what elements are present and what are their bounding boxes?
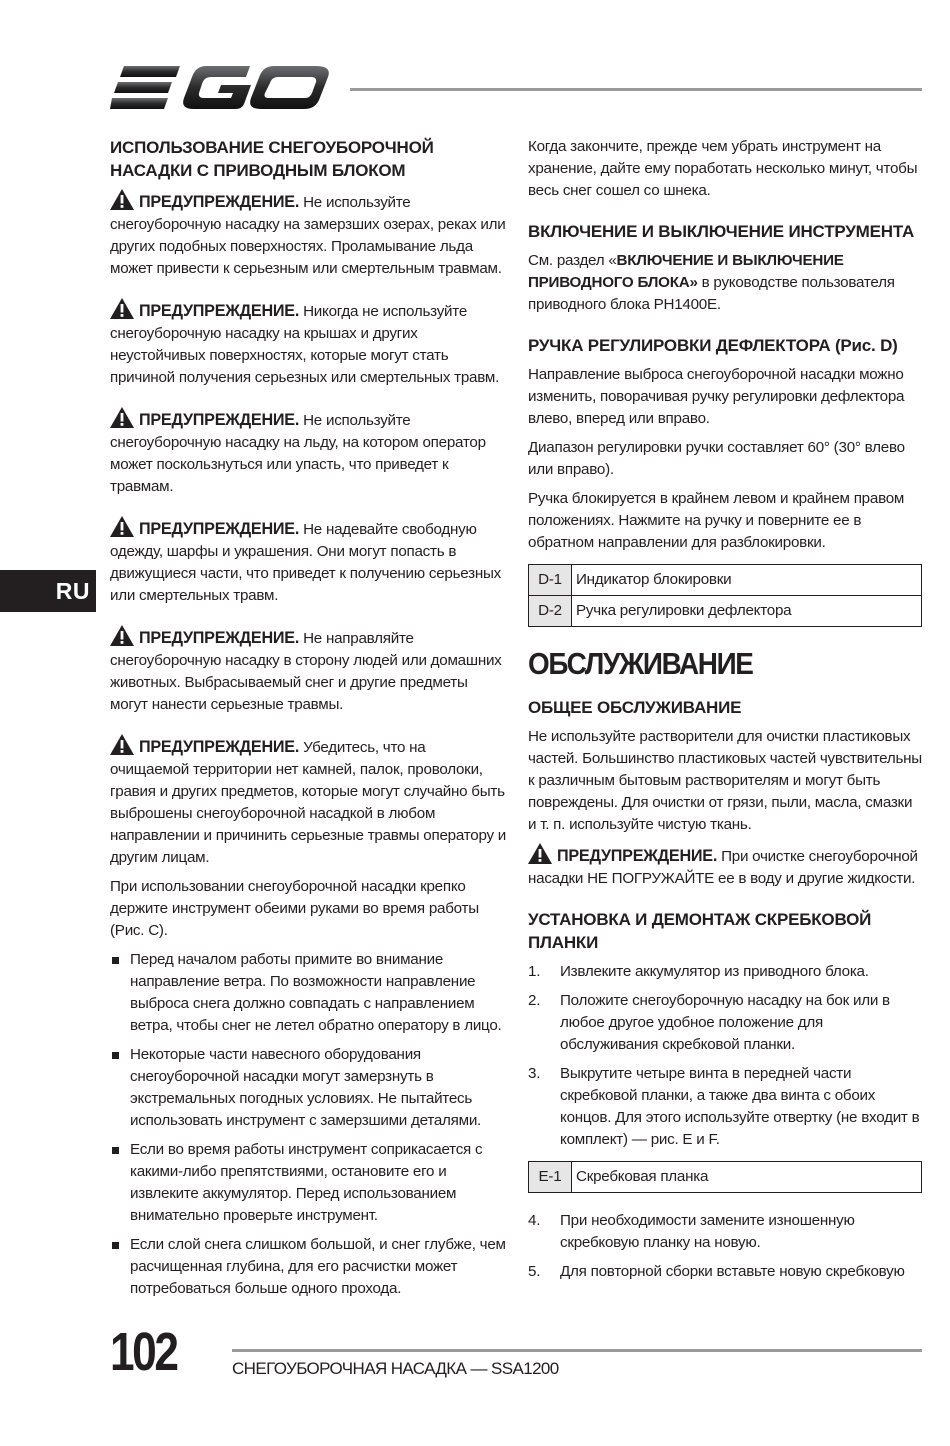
power-paragraph <box>528 250 922 316</box>
warning-paragraph <box>110 516 506 607</box>
warning-paragraph <box>110 298 506 389</box>
list-item <box>528 1210 922 1254</box>
list-item <box>110 1234 506 1300</box>
warning-text: При очистке снегоуборочной насадки НЕ ПОГРУЖАЙТЕ ее в воду и другие жидкости. <box>528 848 918 887</box>
warning-text: Убедитесь, что на очищаемой территории нет камней, палок, проволоки, гравия и других предметов, которые могут случайно быть выброшены снегоуборочной насадкой в любом направлении и причинить серьезные травмы оператору и другим лицам. <box>110 739 507 866</box>
warning-triangle-icon <box>110 189 134 210</box>
step-text: Выкрутите четыре винта в передней части скребковой планки, а также два винта с обоих концов. Для этого используйте отвертку (не входит в комплект) — рис. E и F. <box>560 1065 920 1148</box>
power-text-prefix: См. раздел « <box>528 252 617 269</box>
deflector-paragraph: Направление выброса снегоуборочной насадки можно изменить, поворачивая ручку регулировки дефлектора влево, вперед или вправо. <box>528 366 905 427</box>
list-item <box>528 961 922 983</box>
warning-label: ПРЕДУПРЕЖДЕНИЕ. <box>139 193 300 211</box>
list-item-text: Некоторые части навесного оборудования снегоуборочной насадки могут замерзнуть в экстремальных погодных условиях. Не пытайтесь использовать инструмент с замерзшими деталями. <box>130 1046 482 1129</box>
general-paragraph: Не используйте растворители для очистки пластиковых частей. Большинство пластиковых частей чувствительны к различным бытовым растворителям и могут быть повреждены. Для очистки от грязи, пыли, масла, смазки и т. п. используйте чистую ткань. <box>528 728 922 833</box>
list-item <box>528 1261 922 1283</box>
step-number: 2. <box>528 992 541 1009</box>
table-row <box>529 1162 922 1193</box>
legend-label: Ручка регулировки дефлектора <box>572 596 922 627</box>
footer-rule <box>232 1349 922 1352</box>
list-item-text: Перед началом работы примите во внимание направление ветра. По возможности направление выброса снега должно совпадать с направлением ветра, чтобы снег не летел обратно оператору в лицо. <box>130 951 502 1034</box>
warning-paragraph <box>528 843 922 890</box>
warning-text: Не используйте снегоуборочную насадку на льду, на котором оператор может поскользнуться или упасть, что приведет к травмам. <box>110 412 486 495</box>
list-item <box>110 1044 506 1132</box>
deflector-paragraph: Ручка блокируется в крайнем левом и крайнем правом положениях. Нажмите на ручку и поверните ее в обратном направлении для разблокировки. <box>528 490 905 551</box>
legend-label: Скребковая планка <box>572 1162 922 1193</box>
power-text-bold: ВКЛЮЧЕНИЕ И ВЫКЛЮЧЕНИЕ ПРИВОДНОГО БЛОКА» <box>528 252 844 291</box>
scraper-heading: УСТАНОВКА И ДЕМОНТАЖ СКРЕБКОВОЙ ПЛАНКИ <box>528 910 872 952</box>
list-item <box>528 1063 922 1151</box>
left-column <box>110 136 506 1307</box>
legend-table-d <box>528 564 922 627</box>
warning-text: Не используйте снегоуборочную насадку на замерзших озерах, реках или других подобных поверхностях. Проламывание льда может привести к серьезным или смертельным травмам. <box>110 194 506 277</box>
warning-triangle-icon <box>110 734 134 755</box>
list-item <box>110 949 506 1037</box>
power-heading: ВКЛЮЧЕНИЕ И ВЫКЛЮЧЕНИЕ ИНСТРУМЕНТА <box>528 222 915 241</box>
legend-code: E-1 <box>529 1162 572 1193</box>
safety-bullet-list <box>110 949 506 1300</box>
list-item <box>528 990 922 1056</box>
header-rule <box>350 88 922 91</box>
warning-text: Не надевайте свободную одежду, шарфы и украшения. Они могут попасть в движущиеся части, что приведет к получению серьезных или смертельных травм. <box>110 521 502 604</box>
list-item <box>110 1139 506 1227</box>
page-number: 102 <box>110 1322 177 1382</box>
warning-label: ПРЕДУПРЕЖДЕНИЕ. <box>557 847 718 865</box>
warning-label: ПРЕДУПРЕЖДЕНИЕ. <box>139 411 300 429</box>
scraper-steps-continued <box>528 1210 922 1283</box>
step-text: Положите снегоуборочную насадку на бок или в любое другое удобное положение для обслуживания скребковой планки. <box>560 992 890 1053</box>
step-text: При необходимости замените изношенную скребковую планку на новую. <box>560 1212 855 1251</box>
warning-triangle-icon <box>110 516 134 537</box>
warning-paragraph <box>110 407 506 498</box>
warning-label: ПРЕДУПРЕЖДЕНИЕ. <box>139 302 300 320</box>
right-column <box>528 136 922 1290</box>
list-item-text: Если слой снега слишком большой, и снег глубже, чем расчищенная глубина, для его расчистки может потребоваться больше одного прохода. <box>130 1236 506 1297</box>
deflector-paragraph: Диапазон регулировки ручки составляет 60° (30° влево или вправо). <box>528 439 905 478</box>
step-number: 4. <box>528 1212 541 1229</box>
step-text: Для повторной сборки вставьте новую скребковую <box>560 1263 905 1280</box>
legend-table-e <box>528 1161 922 1193</box>
general-heading: ОБЩЕЕ ОБСЛУЖИВАНИЕ <box>528 698 742 717</box>
warning-label: ПРЕДУПРЕЖДЕНИЕ. <box>139 629 300 647</box>
square-bullet-icon <box>112 957 119 964</box>
square-bullet-icon <box>112 1147 119 1154</box>
grip-paragraph: При использовании снегоуборочной насадки крепко держите инструмент обеими руками во время работы (Рис. C). <box>110 878 479 939</box>
warning-paragraph <box>110 189 506 280</box>
step-number: 3. <box>528 1065 541 1082</box>
warning-paragraph <box>110 625 506 716</box>
warning-text: Никогда не используйте снегоуборочную насадку на крышах и других неустойчивых поверхностях, которые могут стать причиной получения серьезных или смертельных травм. <box>110 303 500 386</box>
usage-heading: ИСПОЛЬЗОВАНИЕ СНЕГОУБОРОЧНОЙ НАСАДКИ С ПРИВОДНЫМ БЛОКОМ <box>110 138 434 180</box>
maintenance-title: ОБСЛУЖИВАНИЕ <box>528 646 753 681</box>
deflector-heading: РУЧКА РЕГУЛИРОВКИ ДЕФЛЕКТОРА (Рис. D) <box>528 336 898 355</box>
square-bullet-icon <box>112 1052 119 1059</box>
step-number: 5. <box>528 1263 541 1280</box>
power-text-suffix: в руководстве пользователя приводного блока PH1400E. <box>528 274 895 313</box>
table-row <box>529 596 922 627</box>
square-bullet-icon <box>112 1242 119 1249</box>
warning-label: ПРЕДУПРЕЖДЕНИЕ. <box>139 738 300 756</box>
warning-triangle-icon <box>110 625 134 646</box>
warning-label: ПРЕДУПРЕЖДЕНИЕ. <box>139 520 300 538</box>
step-text: Извлеките аккумулятор из приводного блока. <box>560 963 869 980</box>
warning-triangle-icon <box>110 298 134 319</box>
step-number: 1. <box>528 963 541 980</box>
warning-triangle-icon <box>110 407 134 428</box>
footer-title: СНЕГОУБОРОЧНАЯ НАСАДКА — SSA1200 <box>232 1359 559 1378</box>
ego-logo <box>110 64 330 112</box>
warning-triangle-icon <box>528 843 552 864</box>
legend-code: D-1 <box>529 565 572 596</box>
list-item-text: Если во время работы инструмент соприкасается с какими-либо препятствиями, остановите его и извлеките аккумулятор. Перед использованием внимательно проверьте инструмент. <box>130 1141 483 1224</box>
warning-paragraph <box>110 734 506 869</box>
warning-text: Не направляйте снегоуборочную насадку в сторону людей или домашних животных. Выбрасываемый снег и другие предметы могут нанести серьезные травмы. <box>110 630 502 713</box>
legend-label: Индикатор блокировки <box>572 565 922 596</box>
legend-code: D-2 <box>529 596 572 627</box>
intro-paragraph: Когда закончите, прежде чем убрать инструмент на хранение, дайте ему поработать несколько минут, чтобы весь снег сошел со шнека. <box>528 138 918 199</box>
language-tab: RU <box>0 570 96 612</box>
scraper-steps <box>528 961 922 1151</box>
table-row <box>529 565 922 596</box>
